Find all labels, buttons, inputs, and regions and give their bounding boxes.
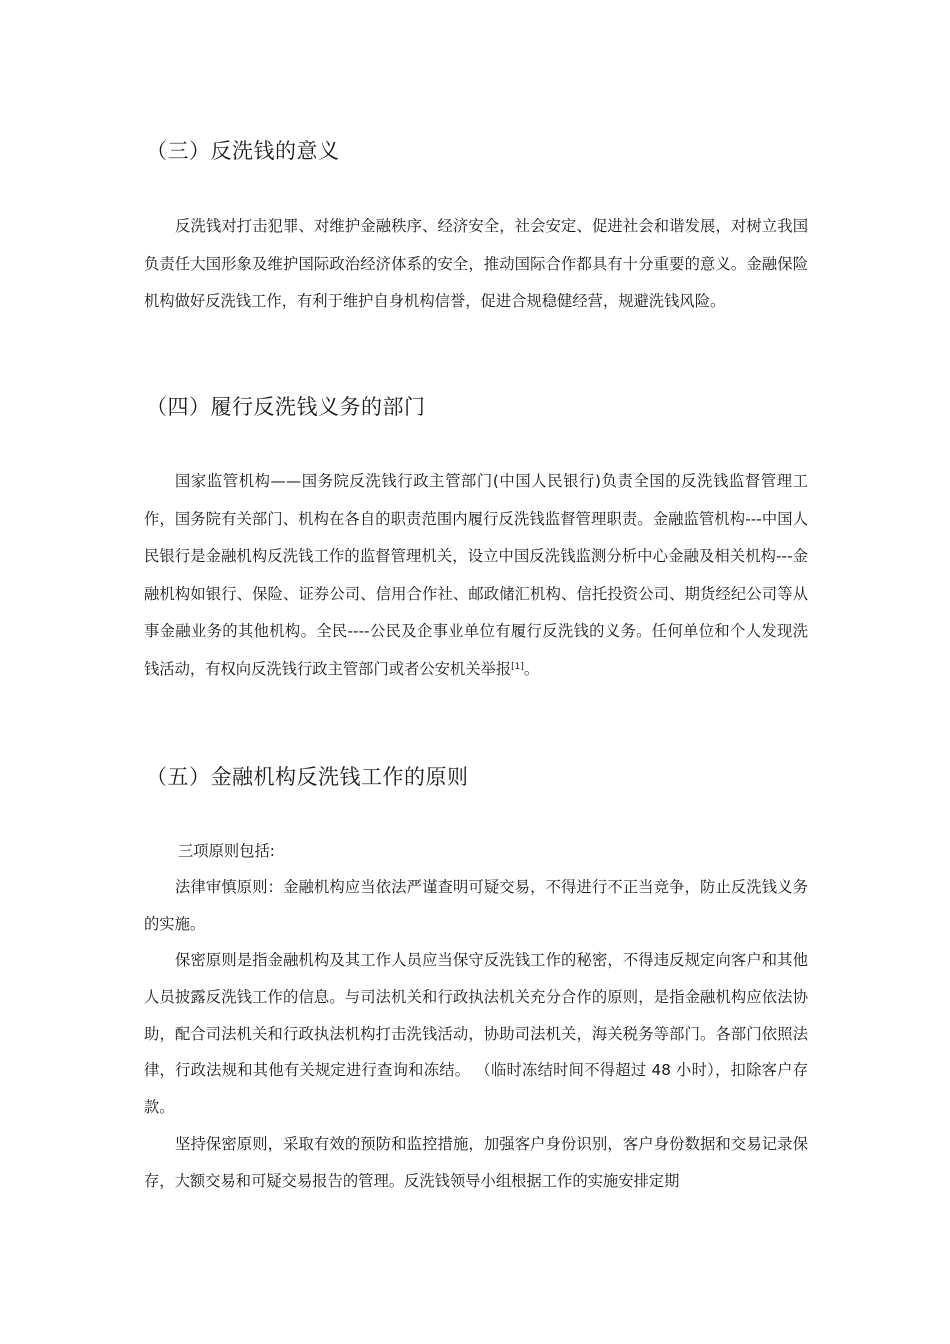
principles-intro: 三项原则包括: xyxy=(178,842,275,860)
section-3-paragraph: 反洗钱对打击犯罪、对维护金融秩序、经济安全，社会安定、促进社会和谐发展，对树立我国负责任大国形象及维护国际政治经济体系的安全，推动国际合作都具有十分重要的意义。金融保险机构做好反洗钱工作，有利于维护自身机构信誉，促进合规稳健经营，规避洗钱风险。 xyxy=(144,217,808,310)
section-3-heading: （三）反洗钱的意义 xyxy=(146,139,340,163)
section-5-heading: （五）金融机构反洗钱工作的原则 xyxy=(146,765,469,789)
section-4-paragraph xyxy=(144,463,808,688)
footnote-reference[interactable]: [1] xyxy=(511,661,524,672)
principle-confidentiality: 保密原则是指金融机构及其工作人员应当保守反洗钱工作的秘密，不得违反规定向客户和其他人员披露反洗钱工作的信息。与司法机关和行政执法机关充分合作的原则，是指金融机构应依法协助，配合司法机关和行政执法机构打击洗钱活动，协助司法机关，海关税务等部门。各部门依照法律，行政法规和其他有关规定进行查询和冻结。 （临时冻结时间不得超过 48 小时），扣除客户存款。 xyxy=(144,951,808,1117)
section-4-paragraph-end: 。 xyxy=(523,659,540,678)
principle-persist-confidentiality: 坚持保密原则，采取有效的预防和监控措施，加强客户身份识别，客户身份数据和交易记录保存，大额交易和可疑交易报告的管理。反洗钱领导小组根据工作的实施安排定期 xyxy=(144,1135,808,1190)
section-4-paragraph-text: 国家监管机构——国务院反洗钱行政主管部门(中国人民银行)负责全国的反洗钱监督管理工作，国务院有关部门、机构在各自的职责范围内履行反洗钱监督管理职责。金融监管机构---中国人民银行是金融机构反洗钱工作的监督管理机关，设立中国反洗钱监测分析中心金融及相关机构---金融机构如银行、保险、证券公司、信用合作社、邮政储汇机构、信托投资公司、期货经纪公司等从事金融业务的其他机构。全民----公民及企事业单位有履行反洗钱的义务。任何单位和个人发现洗钱活动，有权向反洗钱行政主管部门或者公安机关举报 xyxy=(144,472,808,678)
section-4-heading: （四）履行反洗钱义务的部门 xyxy=(146,395,426,419)
principle-legal-prudence: 法律审慎原则：金融机构应当依法严谨查明可疑交易，不得进行不正当竞争，防止反洗钱义务的实施。 xyxy=(144,878,808,933)
